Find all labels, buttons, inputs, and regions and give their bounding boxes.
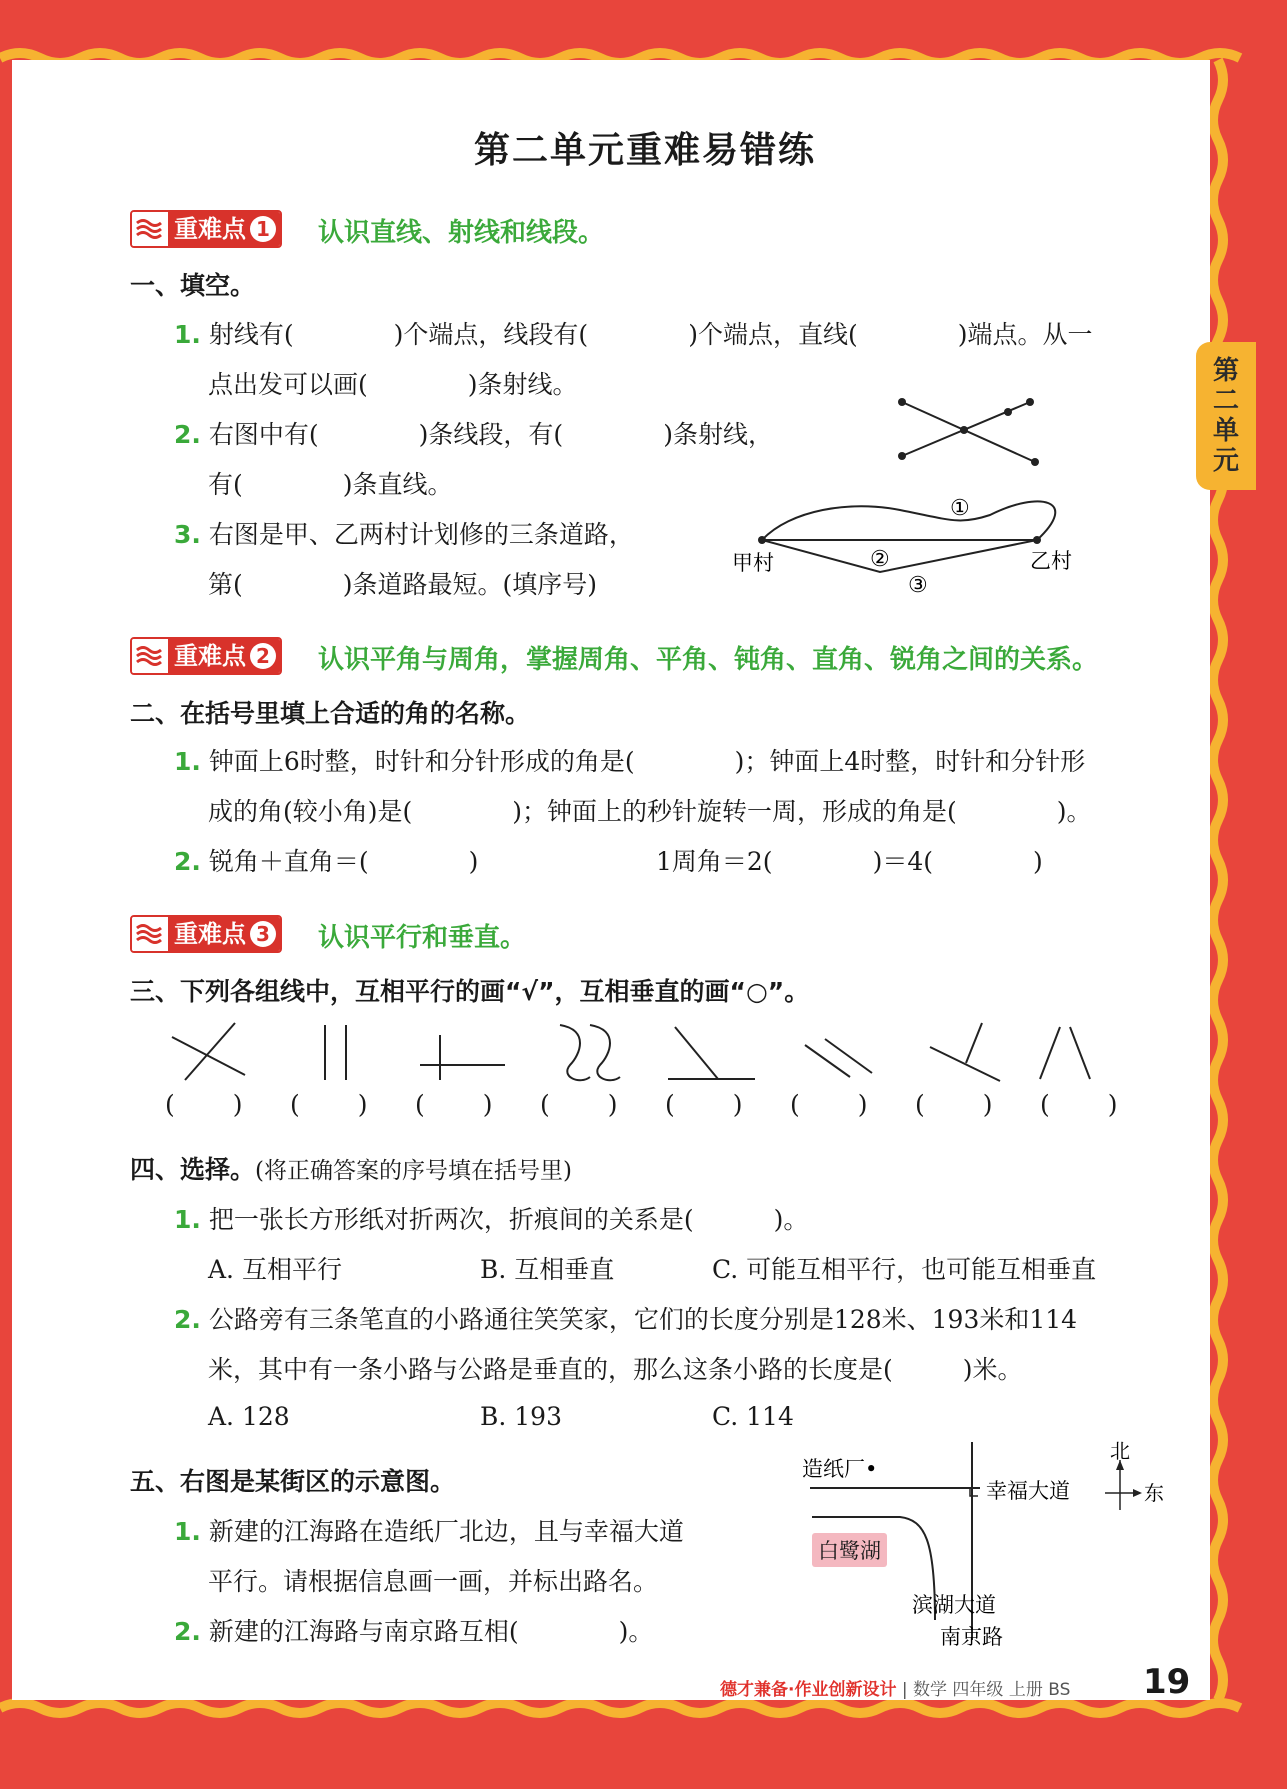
key-point-badge-3 [130, 915, 282, 953]
question-text: )；钟面上的秒针旋转一周，形成的角是( [512, 797, 957, 826]
side-tab-char: 元 [1212, 446, 1239, 476]
question-number: 2. [174, 847, 201, 876]
question-text: )条射线， [663, 420, 773, 449]
question-text: 点出发可以画( [208, 370, 368, 399]
question-text: )条直线。 [342, 470, 453, 499]
question-4-1 [174, 1200, 808, 1236]
question-text: )个端点，直线( [688, 320, 858, 349]
question-number: 2. [174, 1617, 201, 1646]
section-heading-4 [130, 1150, 572, 1186]
badge-label: 重难点 [174, 215, 246, 243]
question-1-2 [174, 415, 773, 451]
lake-label: 白鹭湖 [812, 1533, 887, 1567]
question-number: 2. [174, 1305, 201, 1334]
answer-paren-8[interactable]: ( ) [1040, 1090, 1118, 1119]
question-text: 新建的江海路在造纸厂北边，且与幸福大道 [208, 1517, 684, 1546]
question-text: )条线段，有( [418, 420, 564, 449]
question-1-1 [174, 315, 1092, 351]
question-text: 有( [208, 470, 243, 499]
line-pair-8 [1040, 1027, 1090, 1079]
question-text: )米。 [962, 1355, 1023, 1384]
question-text: )个端点，线段有( [393, 320, 589, 349]
avenue-label: 幸福大道 [986, 1479, 1070, 1503]
question-1-3-line2 [208, 565, 597, 601]
section-heading-text: 四、选择。 [130, 1155, 256, 1184]
question-2-2 [174, 842, 478, 878]
question-4-2 [174, 1300, 1077, 1336]
question-1-2-line2 [208, 465, 453, 501]
question-1-3 [174, 515, 634, 551]
question-text: )条道路最短。(填序号) [342, 570, 598, 599]
footer-brand: 德才兼备·作业创新设计 [720, 1680, 897, 1700]
option-4-1-c[interactable]: C. 可能互相平行，也可能互相垂直 [712, 1255, 1097, 1284]
footer-volume: 上册 [1008, 1680, 1043, 1700]
question-text: 右图中有( [208, 420, 319, 449]
question-1-1-line2 [208, 365, 578, 401]
question-text: )＝4( [872, 847, 933, 876]
road-2-label: ② [870, 547, 890, 572]
question-text: ) [1033, 847, 1043, 876]
question-text: 成的角(较小角)是( [208, 797, 413, 826]
road-1-label: ① [950, 496, 970, 521]
question-text: )。 [618, 1617, 654, 1646]
question-2-1-line2 [208, 792, 1092, 828]
option-4-2-a[interactable]: A. 128 [208, 1402, 290, 1431]
question-number: 1. [174, 1205, 201, 1234]
key-point-topic-2: 认识平角与周角，掌握周角、平角、钝角、直角、锐角之间的关系。 [318, 645, 1099, 675]
section-heading-1: 一、填空。 [130, 271, 256, 300]
section-heading-2: 二、在括号里填上合适的角的名称。 [130, 699, 531, 728]
answer-paren-5[interactable]: ( ) [665, 1090, 743, 1119]
option-4-2-c[interactable]: C. 114 [712, 1402, 794, 1431]
answer-paren-3[interactable]: ( ) [415, 1090, 493, 1119]
question-4-2-line2 [208, 1350, 1023, 1386]
option-4-2-b[interactable]: B. 193 [480, 1402, 562, 1431]
village-a-label: 甲村 [732, 551, 774, 575]
east-label: 东 [1144, 1481, 1164, 1505]
line-pair-4 [560, 1025, 620, 1080]
question-text: 把一张长方形纸对折两次，折痕间的关系是( [208, 1205, 694, 1234]
badge-number: 1 [250, 216, 276, 242]
footer-separator: | [901, 1680, 908, 1700]
badge-number: 3 [250, 921, 276, 947]
badge-label: 重难点 [174, 920, 246, 948]
question-number: 1. [174, 1517, 201, 1546]
question-text: )端点。从一 [957, 320, 1093, 349]
wave-icon [132, 917, 168, 951]
line-pair-3 [420, 1035, 505, 1080]
wave-icon [132, 212, 168, 246]
answer-paren-2[interactable]: ( ) [290, 1090, 368, 1119]
answer-paren-7[interactable]: ( ) [915, 1090, 993, 1119]
answer-paren-6[interactable]: ( ) [790, 1090, 868, 1119]
question-text: 第( [208, 570, 243, 599]
key-point-badge-2 [130, 637, 282, 675]
option-4-1-b[interactable]: B. 互相垂直 [480, 1255, 615, 1284]
option-4-1-a[interactable]: A. 互相平行 [208, 1255, 342, 1284]
footer-edition: BS [1048, 1680, 1071, 1700]
question-text: )条射线。 [467, 370, 578, 399]
question-text: 新建的江海路与南京路互相( [208, 1617, 519, 1646]
footer-subject: 数学 [913, 1680, 948, 1700]
question-text: 公路旁有三条笔直的小路通往笑笑家，它们的长度分别是128米、193米和114 [208, 1305, 1078, 1334]
question-text: )；钟面上4时整，时针和分针形 [734, 747, 1086, 776]
question-number: 1. [174, 320, 201, 349]
answer-paren-4[interactable]: ( ) [540, 1090, 618, 1119]
line-pair-7 [930, 1023, 1000, 1081]
section-heading-3: 三、下列各组线中，互相平行的画“√”，互相垂直的画“○”。 [130, 977, 810, 1006]
road-3-label: ③ [908, 573, 928, 598]
badge-number: 2 [250, 643, 276, 669]
side-tab-char: 二 [1212, 386, 1239, 416]
question-5-1-line2: 平行。请根据信息画一画，并标出路名。 [208, 1567, 659, 1596]
side-tab-char: 单 [1212, 416, 1239, 446]
key-point-badge-1 [130, 210, 282, 248]
question-number: 1. [174, 747, 201, 776]
question-text: 锐角＋直角＝( [208, 847, 369, 876]
question-2-1 [174, 742, 1085, 778]
wave-icon [132, 639, 168, 673]
line-pair-6 [805, 1039, 872, 1077]
question-number: 2. [174, 420, 201, 449]
question-2-2-part2 [656, 842, 1043, 878]
question-text: ) [468, 847, 479, 876]
question-text: 右图是甲、乙两村计划修的三条道路， [208, 520, 634, 549]
key-point-topic-1: 认识直线、射线和线段。 [318, 218, 605, 248]
section-heading-note: (将正确答案的序号填在括号里) [255, 1158, 572, 1184]
question-text: 射线有( [208, 320, 294, 349]
question-5-2 [174, 1612, 653, 1648]
question-text: )。 [773, 1205, 809, 1234]
intersecting-lines-figure [880, 390, 1060, 470]
question-text: 1周角＝2( [656, 847, 773, 876]
answer-paren-1[interactable]: ( ) [165, 1090, 243, 1119]
nanjing-label: 南京路 [940, 1625, 1003, 1649]
question-5-1 [174, 1512, 684, 1548]
line-pair-2 [325, 1025, 346, 1080]
unit-side-tab [1196, 342, 1256, 490]
question-text: )。 [1056, 797, 1092, 826]
question-text: 钟面上6时整，时针和分针形成的角是( [208, 747, 635, 776]
section-heading-5: 五、右图是某街区的示意图。 [130, 1467, 456, 1496]
page-number: 19 [1143, 1662, 1191, 1702]
footer-info [720, 1675, 1070, 1700]
roads-figure [720, 480, 1090, 600]
question-number: 3. [174, 520, 201, 549]
key-point-topic-3: 认识平行和垂直。 [318, 923, 527, 953]
binhu-label: 滨湖大道 [912, 1593, 996, 1617]
north-label: 北 [1110, 1440, 1130, 1463]
line-pair-5 [668, 1027, 755, 1079]
page-title: 第二单元重难易错练 [473, 130, 816, 171]
factory-label: 造纸厂• [802, 1457, 878, 1481]
line-pair-1 [172, 1023, 245, 1080]
badge-label: 重难点 [174, 642, 246, 670]
side-tab-char: 第 [1212, 356, 1239, 386]
question-text: 米，其中有一条小路与公路是垂直的，那么这条小路的长度是( [208, 1355, 893, 1384]
village-b-label: 乙村 [1030, 549, 1072, 573]
footer-grade: 四年级 [952, 1680, 1004, 1700]
